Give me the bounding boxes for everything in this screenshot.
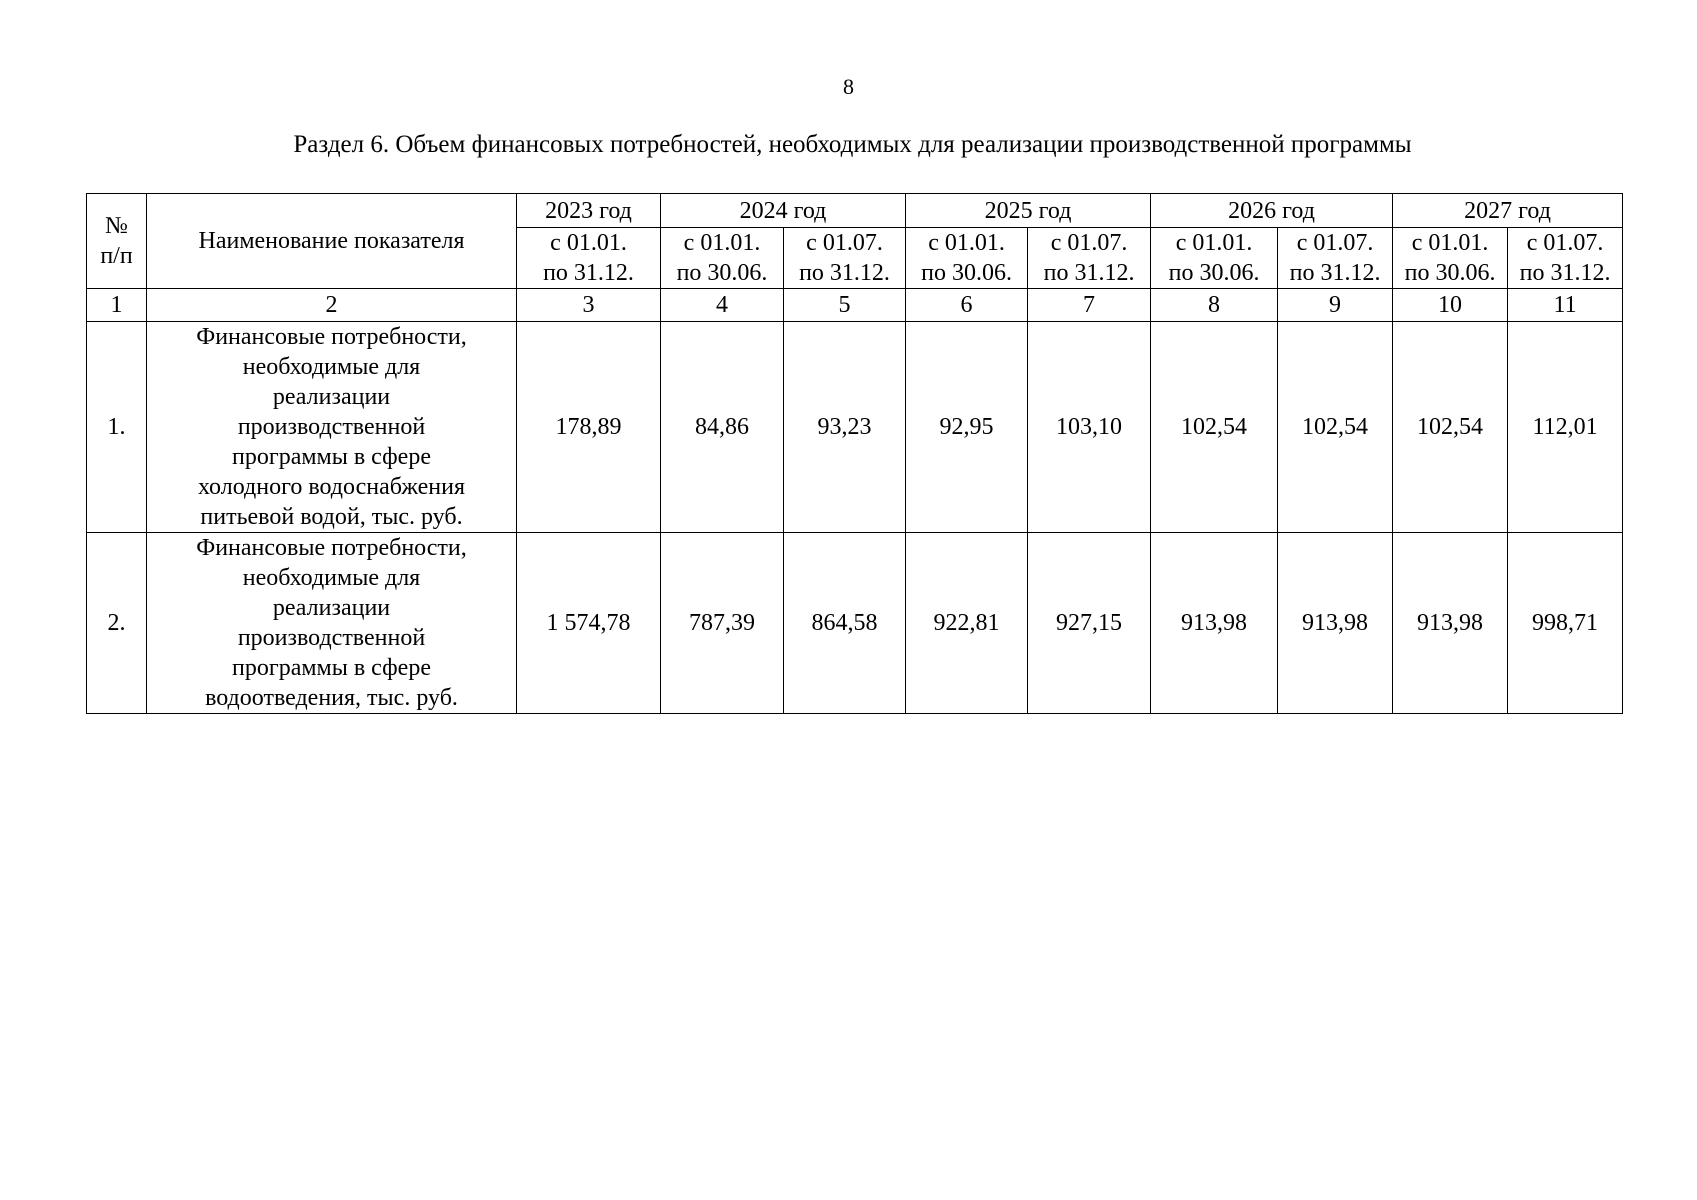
page-number: 8 <box>843 74 854 99</box>
value-cell: 927,15 <box>1028 533 1151 714</box>
number-column-header <box>87 194 147 289</box>
indicator-name-line: Финансовые потребности, <box>196 535 467 561</box>
value-cell: 913,98 <box>1151 533 1278 714</box>
value-cell: 102,54 <box>1151 322 1278 533</box>
indicator-name-line: производственной <box>237 625 426 651</box>
year-header-2025: 2025 год <box>906 194 1151 228</box>
period-from: с 01.07. <box>1526 230 1604 256</box>
indicator-name-line: водоотведения, тыс. руб. <box>205 685 458 711</box>
period-to: по 31.12. <box>799 260 890 286</box>
financial-needs-table <box>86 193 1623 714</box>
value-cell: 102,54 <box>1393 322 1508 533</box>
period-from: с 01.01. <box>683 230 761 256</box>
row-number: 1. <box>87 322 147 533</box>
value-cell: 103,10 <box>1028 322 1151 533</box>
indicator-name-line: необходимые для <box>242 354 421 380</box>
number-sign: № <box>105 213 128 239</box>
period-header <box>784 228 906 289</box>
period-from: с 01.07. <box>806 230 883 256</box>
row-number: 2. <box>87 533 147 714</box>
year-header-2027: 2027 год <box>1393 194 1623 228</box>
indicator-name-line: Финансовые потребности, <box>196 324 467 350</box>
column-number: 3 <box>517 289 661 322</box>
column-number: 10 <box>1393 289 1508 322</box>
year-header-2026: 2026 год <box>1151 194 1393 228</box>
value-cell: 864,58 <box>784 533 906 714</box>
column-number: 5 <box>784 289 906 322</box>
indicator-name-line: необходимые для <box>242 565 421 591</box>
value-cell: 92,95 <box>906 322 1028 533</box>
period-header <box>1151 228 1278 289</box>
indicator-name-line: реализации <box>272 384 391 410</box>
period-to: по 31.12. <box>1289 260 1381 286</box>
period-to: по 31.12. <box>543 260 634 286</box>
section-title: Раздел 6. Объем финансовых потребностей, необходимых для реализации производственной программы <box>293 131 1412 158</box>
indicator-name-line: питьевой водой, тыс. руб. <box>200 504 463 530</box>
indicator-name-line: холодного водоснабжения <box>197 474 466 500</box>
number-abbrev: п/п <box>100 243 133 269</box>
indicator-name-line: производственной <box>237 414 426 440</box>
indicator-name-header: Наименование показателя <box>147 194 517 289</box>
column-number: 4 <box>661 289 784 322</box>
value-cell: 922,81 <box>906 533 1028 714</box>
period-header <box>1393 228 1508 289</box>
indicator-name <box>147 322 517 533</box>
table-row <box>87 533 1623 714</box>
indicator-name-line: программы в сфере <box>232 444 431 470</box>
column-number: 7 <box>1028 289 1151 322</box>
header-row-years <box>87 194 1623 228</box>
value-cell: 913,98 <box>1278 533 1393 714</box>
value-cell: 112,01 <box>1508 322 1623 533</box>
period-to: по 30.06. <box>921 260 1012 286</box>
value-cell: 178,89 <box>517 322 661 533</box>
period-from: с 01.07. <box>1050 230 1128 256</box>
value-cell: 102,54 <box>1278 322 1393 533</box>
period-header <box>1508 228 1623 289</box>
year-header-2023: 2023 год <box>517 194 661 228</box>
value-cell: 787,39 <box>661 533 784 714</box>
period-from: с 01.01. <box>928 230 1005 256</box>
period-from: с 01.01. <box>1175 230 1253 256</box>
value-cell: 93,23 <box>784 322 906 533</box>
column-number-row <box>87 289 1623 322</box>
period-header <box>661 228 784 289</box>
indicator-name <box>147 533 517 714</box>
period-header <box>1028 228 1151 289</box>
value-cell: 913,98 <box>1393 533 1508 714</box>
year-header-2024: 2024 год <box>661 194 906 228</box>
period-to: по 30.06. <box>1404 260 1496 286</box>
column-number: 2 <box>147 289 517 322</box>
period-to: по 30.06. <box>676 260 768 286</box>
column-number: 1 <box>87 289 147 322</box>
period-from: с 01.01. <box>1411 230 1489 256</box>
indicator-name-line: реализации <box>272 595 391 621</box>
table-row <box>87 322 1623 533</box>
period-from: с 01.01. <box>550 230 627 256</box>
value-cell: 998,71 <box>1508 533 1623 714</box>
period-to: по 30.06. <box>1168 260 1260 286</box>
period-header <box>1278 228 1393 289</box>
indicator-name-line: программы в сфере <box>232 655 431 681</box>
column-number: 6 <box>906 289 1028 322</box>
value-cell: 84,86 <box>661 322 784 533</box>
period-header <box>517 228 661 289</box>
column-number: 11 <box>1508 289 1623 322</box>
period-header <box>906 228 1028 289</box>
value-cell: 1 574,78 <box>517 533 661 714</box>
period-to: по 31.12. <box>1519 260 1611 286</box>
column-number: 9 <box>1278 289 1393 322</box>
period-to: по 31.12. <box>1043 260 1135 286</box>
column-number: 8 <box>1151 289 1278 322</box>
period-from: с 01.07. <box>1296 230 1374 256</box>
